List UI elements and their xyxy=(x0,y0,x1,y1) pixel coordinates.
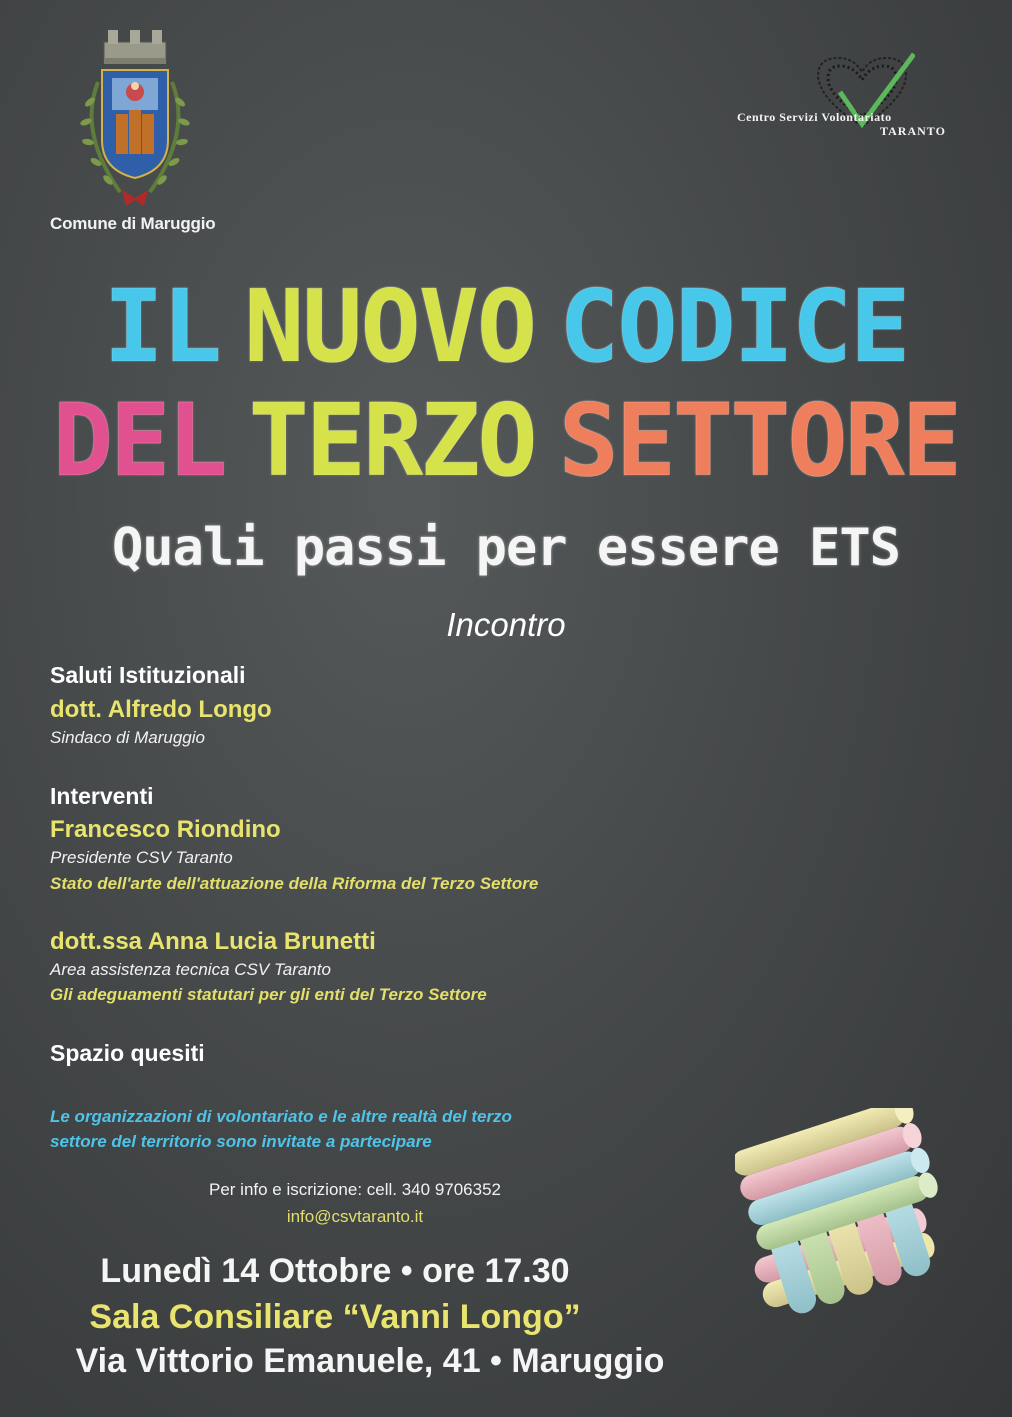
title-word-line1-3: CODICE xyxy=(559,268,909,385)
title-line-2 xyxy=(0,382,1012,499)
talk2-topic: Gli adeguamenti statutari per gli enti del Terzo Settore xyxy=(50,985,487,1004)
talk1-speaker-role: Presidente CSV Taranto xyxy=(50,848,233,867)
csv-label: Centro Servizi Volontariato xyxy=(737,110,892,124)
contact-email: info@csvtaranto.it xyxy=(286,1207,424,1226)
title-word-line2-1: DEL xyxy=(52,382,225,499)
event-address: Via Vittorio Emanuele, 41 • Maruggio xyxy=(75,1342,665,1380)
talk2-speaker-role: Area assistenza tecnica CSV Taranto xyxy=(50,960,331,979)
title-line-1 xyxy=(0,268,1012,385)
title-word-line1-2: NUOVO xyxy=(244,268,536,385)
invite-line-1: Le organizzazioni di volontariato e le altre realtà del terzo xyxy=(50,1107,512,1126)
qa-heading: Spazio quesiti xyxy=(50,1040,205,1066)
chalk-stack-illustration xyxy=(735,1108,955,1323)
subtitle: Quali passi per essere ETS xyxy=(112,518,900,578)
event-date: Lunedì 14 Ottobre • ore 17.30 xyxy=(100,1252,570,1290)
csv-label-city: TARANTO xyxy=(880,124,946,138)
talk1-speaker-name: Francesco Riondino xyxy=(50,816,281,843)
invite-line-2: settore del territorio sono invitate a partecipare xyxy=(50,1132,432,1151)
greetings-speaker-role: Sindaco di Maruggio xyxy=(50,728,205,747)
talks-heading: Interventi xyxy=(50,783,154,809)
event-type-label: Incontro xyxy=(446,606,566,643)
title-word-line1-1: IL xyxy=(103,268,221,385)
talk1-topic: Stato dell'arte dell'attuazione della Riforma del Terzo Settore xyxy=(50,874,539,893)
contact-info: Per info e iscrizione: cell. 340 9706352 xyxy=(208,1180,501,1199)
title-word-line2-2: TERZO xyxy=(248,382,535,499)
event-venue: Sala Consiliare “Vanni Longo” xyxy=(89,1298,581,1336)
greetings-speaker-name: dott. Alfredo Longo xyxy=(50,696,272,723)
greetings-heading: Saluti Istituzionali xyxy=(50,662,246,688)
title-word-line2-3: SETTORE xyxy=(558,382,960,499)
comune-label: Comune di Maruggio xyxy=(50,214,216,233)
talk2-speaker-name: dott.ssa Anna Lucia Brunetti xyxy=(50,928,376,955)
comune-crest-logo xyxy=(60,22,210,212)
